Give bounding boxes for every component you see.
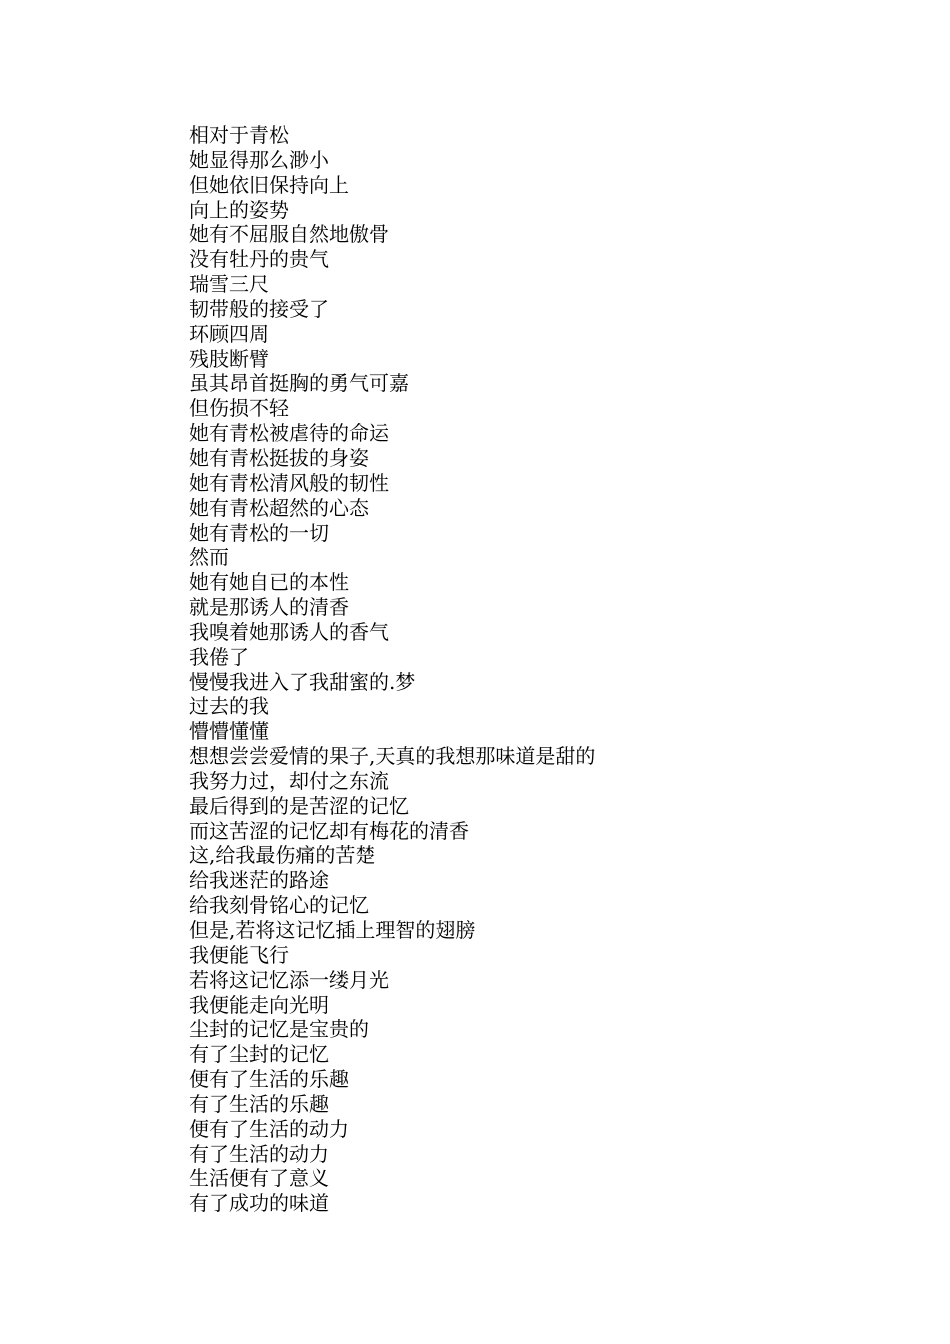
poem-line: 环顾四周 bbox=[189, 321, 269, 346]
poem-line: 然而 bbox=[189, 545, 229, 570]
poem-line: 这,给我最伤痛的苦楚 bbox=[189, 843, 376, 868]
poem-line: 慢慢我进入了我甜蜜的.梦 bbox=[189, 669, 416, 694]
poem-line: 但她依旧保持向上 bbox=[189, 172, 349, 197]
poem-line: 她有青松清风般的韧性 bbox=[189, 470, 389, 495]
poem-line: 向上的姿势 bbox=[189, 197, 289, 222]
poem-line: 我便能飞行 bbox=[189, 942, 289, 967]
poem-line: 有了生活的动力 bbox=[189, 1141, 329, 1166]
poem-line: 但伤损不轻 bbox=[189, 396, 289, 421]
poem-line: 韧带般的接受了 bbox=[189, 296, 329, 321]
poem-line: 过去的我 bbox=[189, 694, 269, 719]
poem-line: 她有青松被虐待的命运 bbox=[189, 421, 389, 446]
poem-text bbox=[189, 123, 595, 1216]
poem-line: 便有了生活的乐趣 bbox=[189, 1067, 349, 1092]
poem-line: 有了尘封的记忆 bbox=[189, 1042, 329, 1067]
poem-line: 她有青松超然的心态 bbox=[189, 495, 369, 520]
poem-line: 有了生活的乐趣 bbox=[189, 1091, 329, 1116]
poem-line: 没有牡丹的贵气 bbox=[189, 247, 329, 272]
poem-line: 残肢断臂 bbox=[189, 346, 269, 371]
poem-line: 就是那诱人的清香 bbox=[189, 595, 349, 620]
poem-line: 尘封的记忆是宝贵的 bbox=[189, 1017, 369, 1042]
poem-line: 便有了生活的动力 bbox=[189, 1116, 349, 1141]
poem-line: 最后得到的是苦涩的记忆 bbox=[189, 793, 409, 818]
poem-line: 而这苦涩的记忆却有梅花的清香 bbox=[189, 818, 469, 843]
poem-line: 我嗅着她那诱人的香气 bbox=[189, 619, 389, 644]
poem-line: 她有青松的一切 bbox=[189, 520, 329, 545]
poem-line: 我便能走向光明 bbox=[189, 992, 329, 1017]
poem-line: 我努力过，却付之东流 bbox=[189, 768, 389, 793]
poem-line: 她有她自已的本性 bbox=[189, 570, 349, 595]
poem-line: 懵懵懂懂 bbox=[189, 719, 269, 744]
poem-line: 若将这记忆添一缕月光 bbox=[189, 967, 389, 992]
poem-line: 她显得那么渺小 bbox=[189, 147, 329, 172]
poem-line: 给我刻骨铭心的记忆 bbox=[189, 893, 369, 918]
poem-line: 瑞雪三尺 bbox=[189, 272, 269, 297]
poem-line: 她有不屈服自然地傲骨 bbox=[189, 222, 389, 247]
poem-line: 相对于青松 bbox=[189, 123, 289, 147]
poem-line: 有了成功的味道 bbox=[189, 1191, 329, 1216]
poem-line: 但是,若将这记忆插上理智的翅膀 bbox=[189, 918, 476, 942]
poem-line: 她有青松挺拔的身姿 bbox=[189, 445, 369, 470]
poem-line: 虽其昂首挺胸的勇气可嘉 bbox=[189, 371, 409, 396]
poem-line: 我倦了 bbox=[189, 644, 249, 669]
poem-line: 生活便有了意义 bbox=[189, 1166, 329, 1191]
poem-line: 给我迷茫的路途 bbox=[189, 868, 329, 893]
poem-line: 想想尝尝爱情的果子,天真的我想那味道是甜的 bbox=[189, 744, 596, 769]
